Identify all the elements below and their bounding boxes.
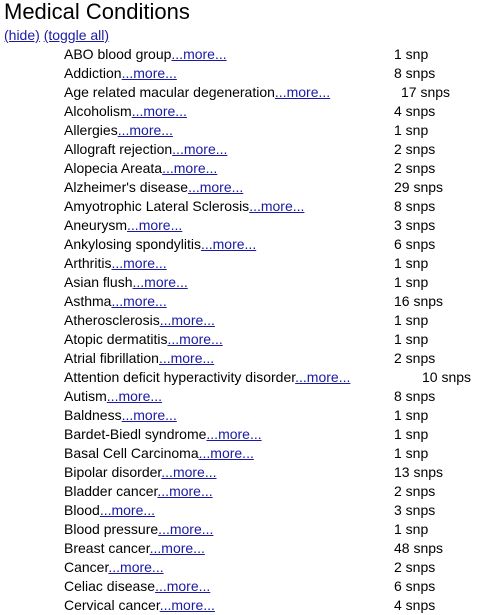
condition-name-cell xyxy=(64,45,227,64)
condition-row xyxy=(0,83,477,102)
condition-name-cell xyxy=(64,425,262,444)
condition-name: Bipolar disorder xyxy=(64,464,162,480)
snp-count: 1 snp xyxy=(394,274,429,290)
snp-count: 6 snps xyxy=(394,236,436,252)
snp-count: 2 snps xyxy=(394,559,436,575)
condition-row xyxy=(0,425,477,444)
more-link[interactable]: ...more... xyxy=(206,426,262,442)
snp-count: 16 snps xyxy=(394,293,444,309)
condition-name-cell xyxy=(64,292,167,311)
condition-name: Addiction xyxy=(64,65,122,81)
snp-count: 1 snp xyxy=(394,426,429,442)
snp-count: 13 snps xyxy=(394,464,444,480)
more-link[interactable]: ...more... xyxy=(158,521,214,537)
condition-name: Age related macular degeneration xyxy=(64,84,275,100)
snp-count: 1 snp xyxy=(394,46,429,62)
more-link[interactable]: ...more... xyxy=(108,559,164,575)
more-link[interactable]: ...more... xyxy=(155,578,211,594)
condition-name: Atopic dermatitis xyxy=(64,331,168,347)
more-link[interactable]: ...more... xyxy=(157,483,213,499)
condition-name-cell xyxy=(64,254,167,273)
snp-count: 1 snp xyxy=(394,407,429,423)
condition-name: Bardet-Biedl syndrome xyxy=(64,426,207,442)
condition-name-cell xyxy=(64,501,155,520)
condition-row xyxy=(0,387,477,406)
condition-name: Basal Cell Carcinoma xyxy=(64,445,199,461)
condition-row xyxy=(0,292,477,311)
condition-row xyxy=(0,558,477,577)
snp-count: 8 snps xyxy=(394,65,436,81)
condition-name-cell xyxy=(64,102,187,121)
condition-row xyxy=(0,273,477,292)
more-link[interactable]: ...more... xyxy=(295,369,351,385)
snp-count: 2 snps xyxy=(394,350,436,366)
more-link[interactable]: ...more... xyxy=(171,46,227,62)
condition-name-cell xyxy=(64,235,256,254)
condition-name: Baldness xyxy=(64,407,122,423)
more-link[interactable]: ...more... xyxy=(127,217,183,233)
condition-row xyxy=(0,102,477,121)
snp-count: 17 snps xyxy=(401,84,451,100)
condition-name: Arthritis xyxy=(64,255,112,271)
snp-count: 2 snps xyxy=(394,160,436,176)
condition-row xyxy=(0,159,477,178)
condition-name-cell xyxy=(64,463,217,482)
more-link[interactable]: ...more... xyxy=(162,160,218,176)
more-link[interactable]: ...more... xyxy=(172,141,228,157)
condition-row xyxy=(0,64,477,83)
more-link[interactable]: ...more... xyxy=(106,388,163,404)
more-link[interactable]: ...more... xyxy=(249,198,305,214)
condition-name-cell xyxy=(64,159,217,178)
snp-count: 1 snp xyxy=(394,331,429,347)
more-link[interactable]: ...more... xyxy=(200,236,257,252)
condition-name: Celiac disease xyxy=(64,578,156,594)
condition-name-cell xyxy=(64,520,213,539)
hide-link[interactable]: (hide) xyxy=(4,27,40,43)
condition-row xyxy=(0,330,477,349)
condition-name: Atrial fibrillation xyxy=(64,350,159,366)
condition-row xyxy=(0,444,477,463)
condition-name: Alopecia Areata xyxy=(64,160,163,176)
condition-name-cell xyxy=(64,311,215,330)
snp-count: 8 snps xyxy=(394,198,436,214)
more-link[interactable]: ...more... xyxy=(159,312,215,328)
more-link[interactable]: ...more... xyxy=(274,84,331,100)
condition-row xyxy=(0,539,477,558)
condition-name-cell xyxy=(64,558,164,577)
snp-count: 10 snps xyxy=(422,369,472,385)
condition-name-cell xyxy=(64,140,227,159)
condition-name-cell xyxy=(64,387,162,406)
condition-row xyxy=(0,45,477,64)
condition-row xyxy=(0,501,477,520)
snp-count: 1 snp xyxy=(394,445,429,461)
more-link[interactable]: ...more... xyxy=(158,350,215,366)
condition-name-cell xyxy=(64,406,177,425)
snp-count: 1 snp xyxy=(394,122,429,138)
condition-name-cell xyxy=(64,539,205,558)
more-link[interactable]: ...more... xyxy=(117,122,173,138)
condition-name: Ankylosing spondylitis xyxy=(64,236,201,252)
snp-count: 48 snps xyxy=(394,540,444,556)
more-link[interactable]: ...more... xyxy=(149,540,205,556)
condition-row xyxy=(0,254,477,273)
condition-name: Cervical cancer xyxy=(64,597,160,613)
condition-row xyxy=(0,596,477,615)
condition-row xyxy=(0,178,477,197)
condition-row xyxy=(0,140,477,159)
more-link[interactable]: ...more... xyxy=(161,464,217,480)
condition-name-cell xyxy=(64,368,350,387)
condition-name: Bladder cancer xyxy=(64,483,158,499)
snp-count: 4 snps xyxy=(394,103,436,119)
more-link[interactable]: ...more... xyxy=(111,293,167,309)
condition-name-cell xyxy=(64,596,215,615)
conditions-list xyxy=(0,45,477,615)
snp-count: 29 snps xyxy=(394,179,444,195)
condition-row xyxy=(0,235,477,254)
condition-name-cell xyxy=(64,273,188,292)
condition-row xyxy=(0,520,477,539)
more-link[interactable]: ...more... xyxy=(131,103,187,119)
condition-row xyxy=(0,406,477,425)
condition-name: Allergies xyxy=(64,122,118,138)
condition-name: Blood xyxy=(64,502,100,518)
condition-name: Cancer xyxy=(64,559,109,575)
toggle-all-link[interactable]: (toggle all) xyxy=(43,27,110,43)
snp-count: 4 snps xyxy=(394,597,436,613)
snp-count: 1 snp xyxy=(394,255,429,271)
condition-row xyxy=(0,216,477,235)
condition-name: ABO blood group xyxy=(64,46,172,62)
snp-count: 1 snp xyxy=(394,312,429,328)
more-link[interactable]: ...more... xyxy=(188,179,244,195)
more-link[interactable]: ...more... xyxy=(121,407,177,423)
condition-name: Asian flush xyxy=(64,274,133,290)
condition-row xyxy=(0,197,477,216)
more-link[interactable]: ...more... xyxy=(121,65,177,81)
condition-name-cell xyxy=(64,330,223,349)
snp-count: 1 snp xyxy=(394,521,429,537)
snp-count: 6 snps xyxy=(394,578,436,594)
condition-row xyxy=(0,577,477,596)
condition-name: Amyotrophic Lateral Sclerosis xyxy=(64,198,250,214)
condition-row xyxy=(0,311,477,330)
snp-count: 8 snps xyxy=(394,388,436,404)
section-controls xyxy=(4,27,109,44)
condition-row xyxy=(0,121,477,140)
condition-row xyxy=(0,482,477,501)
more-link[interactable]: ...more... xyxy=(198,445,254,461)
condition-name: Asthma xyxy=(64,293,112,309)
condition-name-cell xyxy=(64,482,213,501)
condition-name: Attention deficit hyperactivity disorder xyxy=(64,369,296,385)
snp-count: 2 snps xyxy=(394,141,436,157)
more-link[interactable]: ...more... xyxy=(132,274,188,290)
more-link[interactable]: ...more... xyxy=(159,597,215,613)
condition-name-cell xyxy=(64,178,243,197)
snp-count: 2 snps xyxy=(394,483,436,499)
condition-name-cell xyxy=(64,216,182,235)
condition-row xyxy=(0,349,477,368)
condition-name: Atherosclerosis xyxy=(64,312,160,328)
condition-name-cell xyxy=(64,64,177,83)
more-link[interactable]: ...more... xyxy=(167,331,223,347)
condition-name: Blood pressure xyxy=(64,521,159,537)
more-link[interactable]: ...more... xyxy=(99,502,156,518)
section-title: Medical Conditions xyxy=(4,0,190,24)
condition-name: Alcoholism xyxy=(64,103,132,119)
condition-name-cell xyxy=(64,349,214,368)
condition-name-cell xyxy=(64,577,210,596)
condition-row xyxy=(0,368,477,387)
more-link[interactable]: ...more... xyxy=(111,255,167,271)
condition-name: Allograft rejection xyxy=(64,141,173,157)
snp-count: 3 snps xyxy=(394,502,436,518)
condition-name: Breast cancer xyxy=(64,540,150,556)
condition-name-cell xyxy=(64,83,330,102)
condition-name: Aneurysm xyxy=(64,217,128,233)
condition-name: Autism xyxy=(64,388,107,404)
condition-name: Alzheimer's disease xyxy=(64,179,189,195)
condition-name-cell xyxy=(64,444,254,463)
condition-name-cell xyxy=(64,121,173,140)
snp-count: 3 snps xyxy=(394,217,436,233)
condition-name-cell xyxy=(64,197,304,216)
condition-row xyxy=(0,463,477,482)
